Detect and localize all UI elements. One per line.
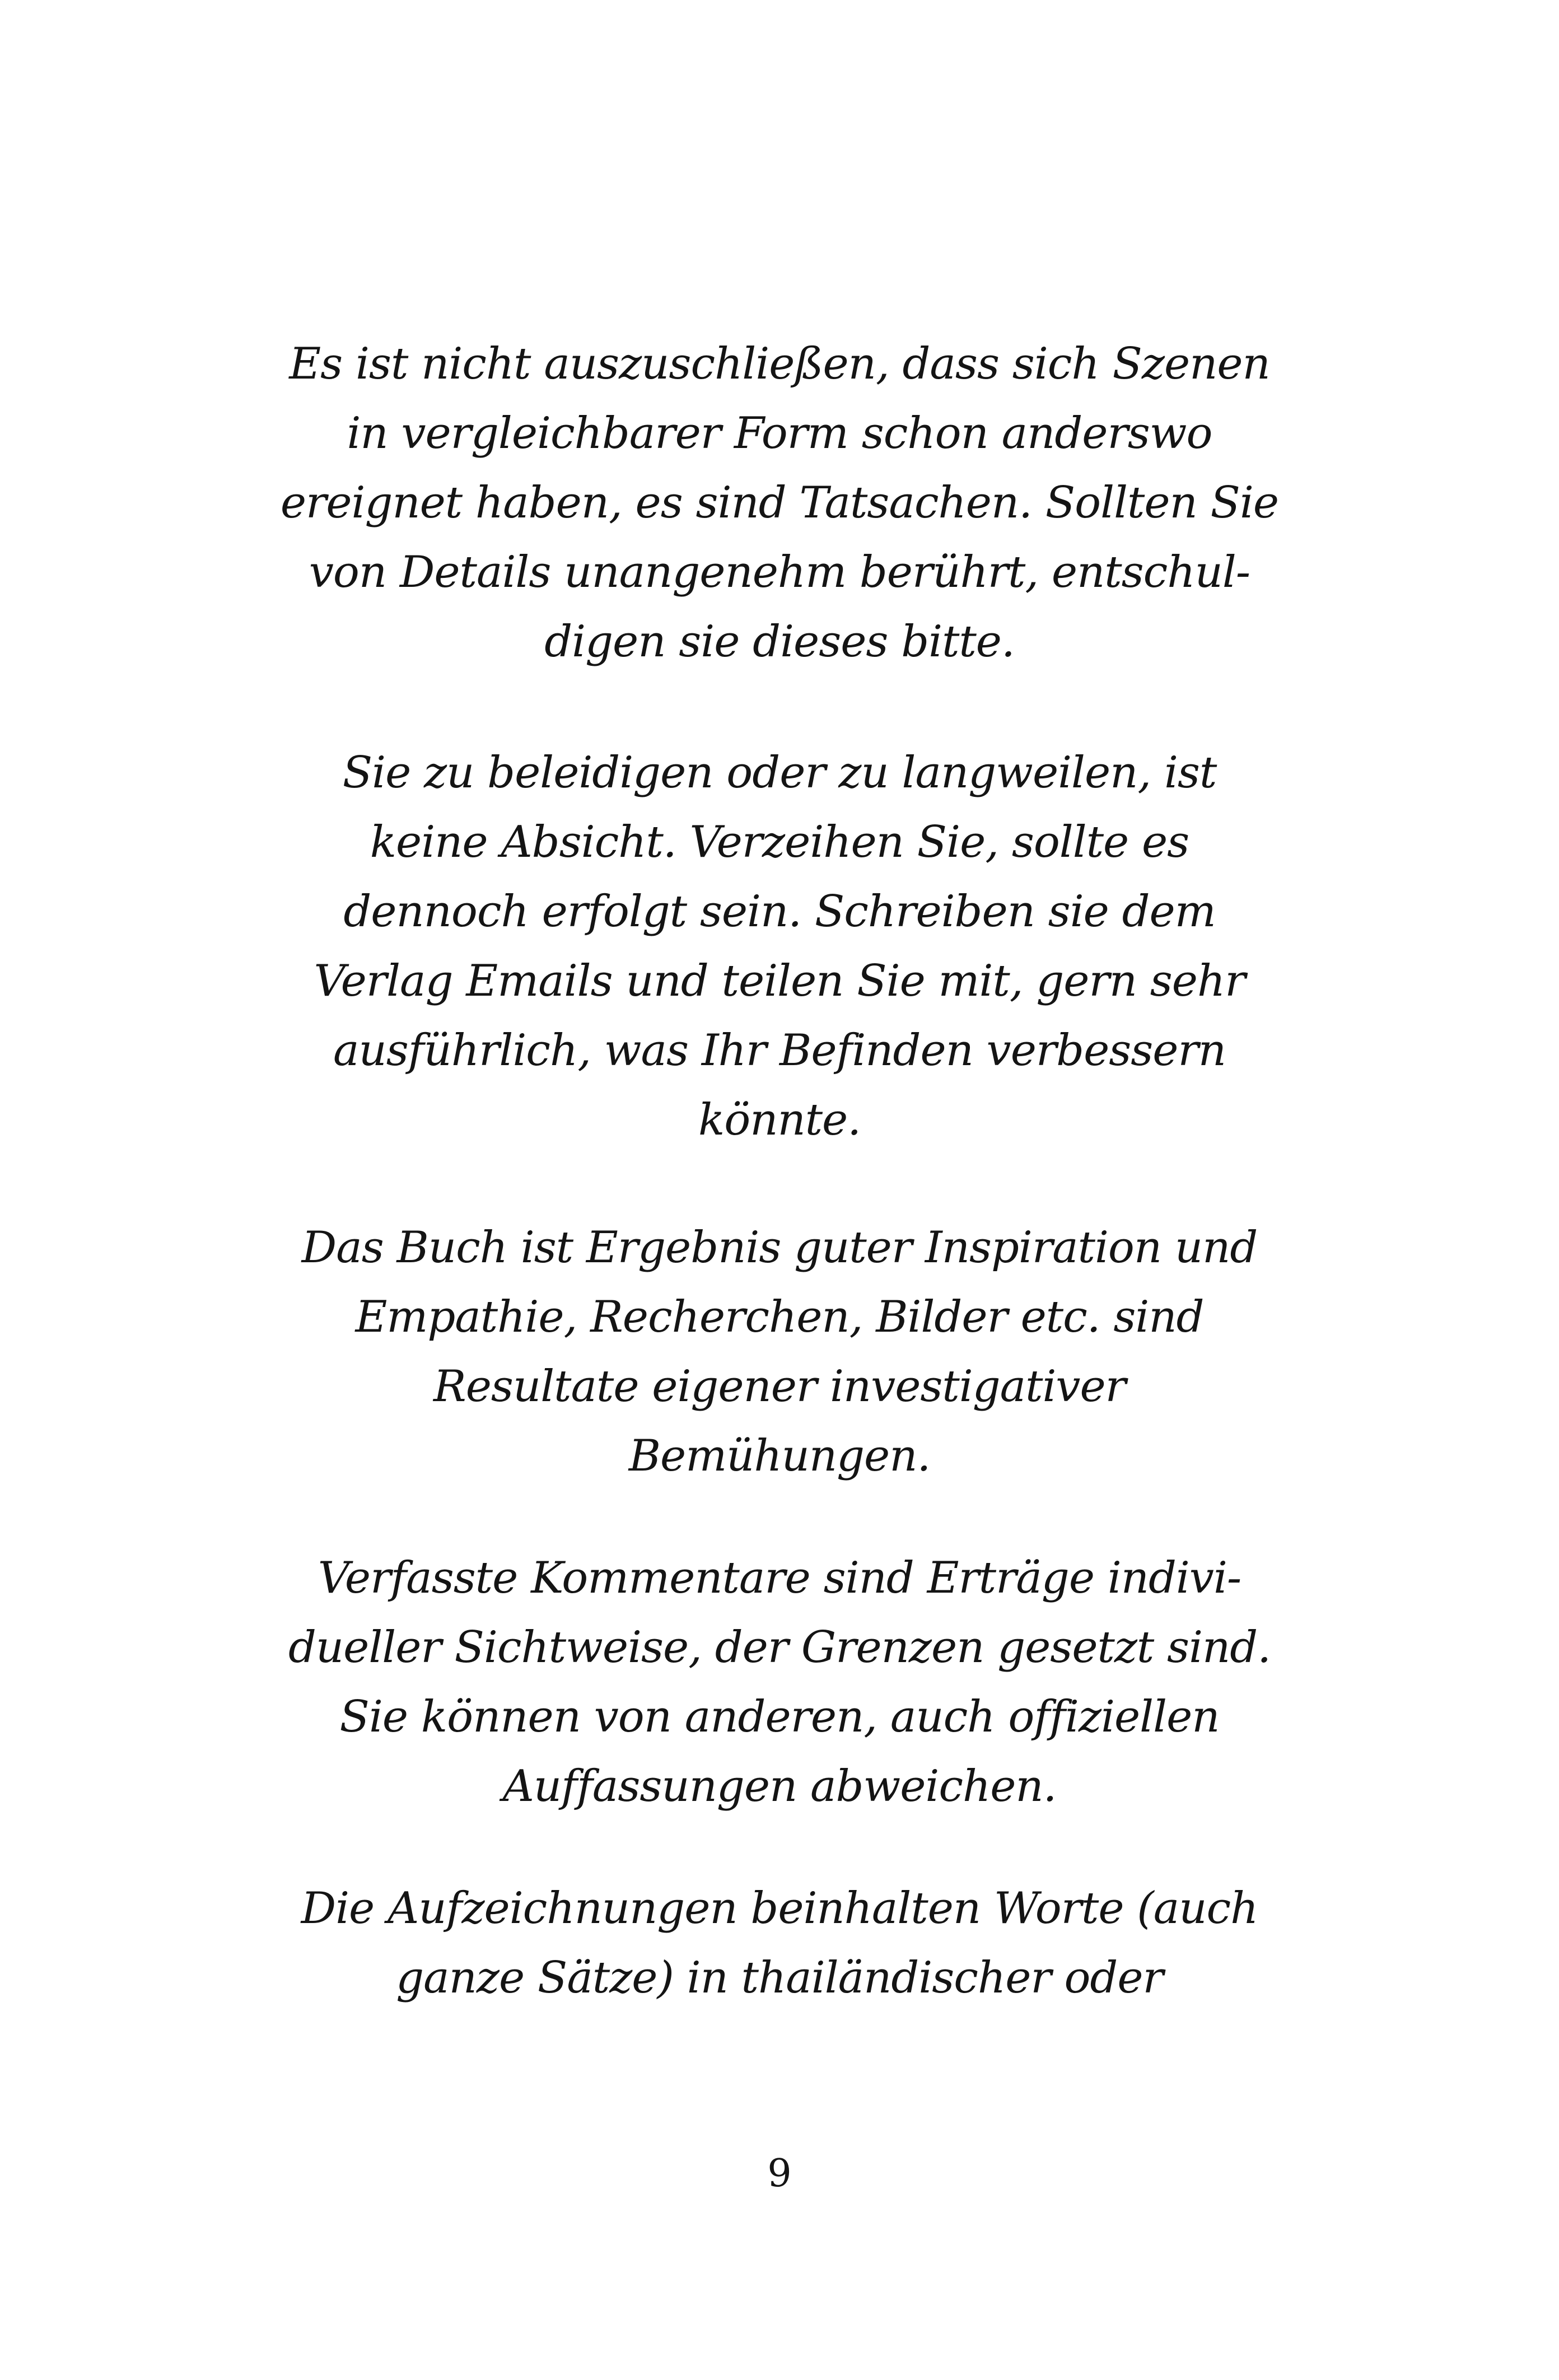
text-line: Das Buch ist Ergebnis guter Inspiration und [301,1222,1258,1273]
text-line: ausführlich, was Ihr Befinden verbessern [333,1025,1226,1076]
text-line: Sie zu beleidigen oder zu langweilen, ist [342,748,1217,798]
text-line: ereignet haben, es sind Tatsachen. Sollten Sie [280,478,1279,528]
text-line: Auffassungen abweichen. [502,1761,1057,1812]
text-line: ganze Sätze) in thailändischer oder [396,1953,1163,2003]
text-line: dennoch erfolgt sein. Schreiben sie dem [343,886,1216,937]
text-line: in vergleichbarer Form schon anderswo [347,408,1212,459]
paragraph-4 [220,1543,1339,1821]
paragraph-2 [220,738,1339,1155]
text-line: Die Aufzeichnungen beinhalten Worte (auch [301,1883,1258,1934]
text-line: Empathie, Recherchen, Bilder etc. sind [355,1292,1204,1342]
text-line: keine Absicht. Verzeihen Sie, sollte es [370,817,1189,867]
page-number: 9 [767,2152,792,2196]
text-line: Verfasste Kommentare sind Erträge indivi- [318,1553,1241,1603]
text-line: von Details unangenehm berührt, entschul- [309,547,1250,598]
text-line: digen sie dieses bitte. [544,617,1015,667]
text-line: Resultate eigener investigativer [433,1361,1126,1412]
text-line: Sie können von anderen, auch offiziellen [339,1692,1220,1742]
text-line: Bemühungen. [628,1431,931,1481]
paragraph-1 [220,329,1339,676]
paragraph-5 [220,1874,1339,2013]
text-line: Es ist nicht auszuschließen, dass sich Szenen [289,339,1270,389]
text-line: könnte. [698,1095,861,1145]
text-line: dueller Sichtweise, der Grenzen gesetzt sind. [288,1622,1271,1673]
text-line: Verlag Emails und teilen Sie mit, gern sehr [314,956,1245,1006]
paragraph-3 [220,1213,1339,1491]
